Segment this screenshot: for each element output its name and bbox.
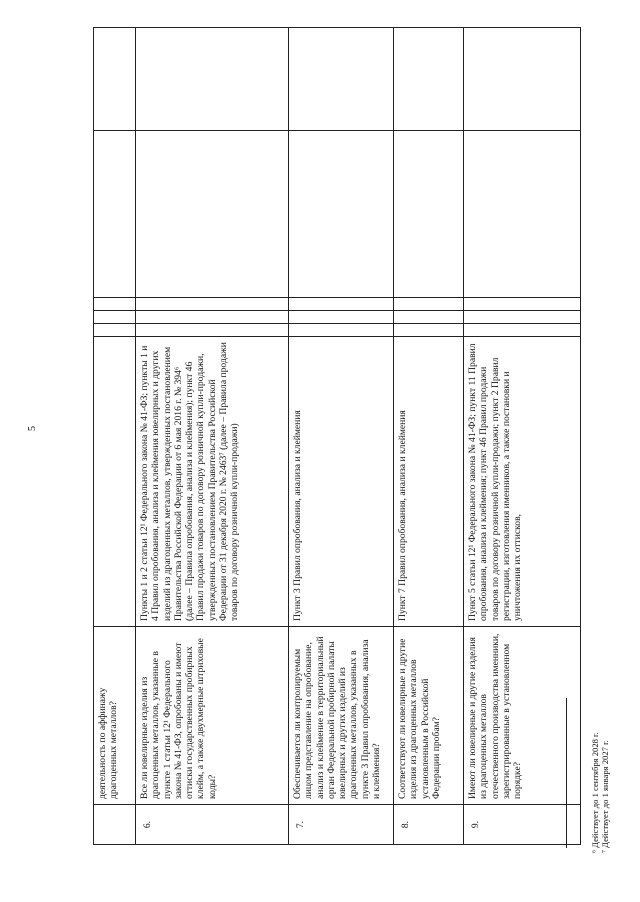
row-number: 8. [394,805,464,845]
rotated-table-container [93,28,580,845]
footnote-separator [566,698,569,848]
footnote-6: ⁶ Действует до 1 сентября 2028 г. [590,732,600,853]
extra-cell [394,28,464,131]
answer-yes-cell [464,324,581,337]
answer-no-cell [289,311,394,324]
table-row [289,28,394,845]
table-row [464,28,581,845]
answer-no-cell [464,311,581,324]
footnotes [590,713,610,853]
answer-no-cell [394,311,464,324]
answer-na-cell [289,298,394,311]
footnote-7: ⁷ Действует до 1 января 2027 г. [600,740,610,853]
note-cell [464,131,581,298]
answer-na-cell [394,298,464,311]
row-number [94,805,136,845]
answer-na-cell [94,298,136,311]
row-number: 6. [136,805,289,845]
reference-cell [94,337,136,627]
table-row [136,28,289,845]
question-cell: Соответствуют ли ювелирные и другие изделия из драгоценных металлов установленным в Российской Федерации пробам? [394,627,464,805]
table-row [94,28,136,845]
answer-yes-cell [94,324,136,337]
answer-yes-cell [394,324,464,337]
note-cell [136,131,289,298]
page-number: 5 [27,426,38,431]
answer-na-cell [464,298,581,311]
row-number: 9. [464,805,581,845]
answer-yes-cell [289,324,394,337]
note-cell [289,131,394,298]
checklist-table [93,27,581,845]
reference-cell: Пункты 1 и 2 статьи 12¹ Федерального закона № 41-ФЗ; пункты 1 и 4 Правил опробования, анализа и клеймения ювелирных и других изделий из драгоценных металлов, утвержденных постановлением Правительства Российской Федерации от 6 мая 2016 г. № 394⁶ (далее – Правила опробования, анализа и клеймения); пункт 46 Правил продажи товаров по договору розничной купли-продажи, утвержденных постановлением Правительства Российской Федерации от 31 декабря 2020 г. № 2463⁷ (далее – Правила продажи товаров по договору розничной купли-продажи) [136,337,289,627]
reference-cell: Пункт 7 Правил опробования, анализа и клеймения [394,337,464,627]
extra-cell [136,28,289,131]
answer-no-cell [94,311,136,324]
extra-cell [289,28,394,131]
reference-cell: Пункт 5 статьи 12¹ Федерального закона № 41-ФЗ; пункт 11 Правил опробования, анализа и клеймения; пункт 46 Правил продажи товаров по договору розничной купли-продажи; пункт 2 Правил регистрации, изготовления именников, а также постановки и уничтожения их оттисков, [464,337,581,627]
table-row [394,28,464,845]
question-cell: деятельность по аффинажу драгоценных металлов? [94,627,136,805]
note-cell [394,131,464,298]
answer-na-cell [136,298,289,311]
note-cell [94,131,136,298]
question-cell: Обеспечивается ли контролируемым лицом представление на опробование, анализ и клеймение в территориальный орган Федеральной пробирной палаты ювелирных и других изделий из драгоценных металлов, указанных в пункте 3 Правил опробования, анализа и клеймения? [289,627,394,805]
reference-cell: Пункт 3 Правил опробования, анализа и клеймения [289,337,394,627]
row-number: 7. [289,805,394,845]
answer-no-cell [136,311,289,324]
question-cell: Имеют ли ювелирные и другие изделия из драгоценных металлов отечественного производства именники, зарегистрированные в установленном порядке? [464,627,581,805]
extra-cell [94,28,136,131]
question-cell: Все ли ювелирные изделия из драгоценных металлов, указанные в пункте 1 статьи 12¹ Федерального закона № 41-ФЗ, опробованы и имеют оттиски государственных пробирных клейм, а также двухмерные штриховые коды? [136,627,289,805]
extra-cell [464,28,581,131]
answer-yes-cell [136,324,289,337]
